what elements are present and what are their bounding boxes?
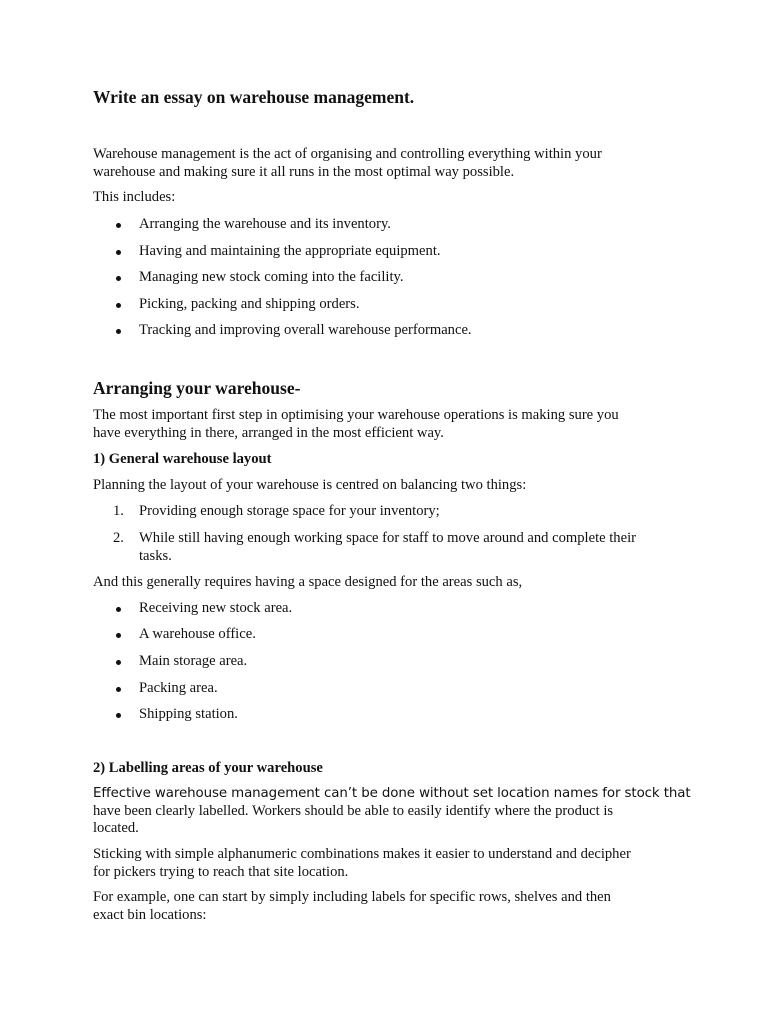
section-paragraph (93, 407, 683, 442)
list-item-text: Picking, packing and shipping orders. (139, 296, 360, 312)
numbered-item-text: Providing enough storage space for your inventory; (139, 503, 440, 519)
numbered-item-line: tasks. (139, 547, 172, 564)
paragraph-line: Sticking with simple alphanumeric combinations makes it easier to understand and decipher (93, 846, 631, 862)
paragraph-line: exact bin locations: (93, 906, 207, 923)
list-item-text: A warehouse office. (139, 626, 256, 642)
list-item-text: Having and maintaining the appropriate equipment. (139, 243, 441, 259)
intro-line: warehouse and making sure it all runs in the most optimal way possible. (93, 163, 515, 180)
intro-line: Warehouse management is the act of organising and controlling everything within your (93, 146, 602, 162)
section-heading: Arranging your warehouse- (93, 378, 301, 398)
numbered-item-text (139, 530, 636, 565)
example-paragraph (93, 889, 683, 924)
sub-heading: 2) Labelling areas of your warehouse (93, 760, 323, 776)
paragraph-line: have been clearly labelled. Workers should be able to easily identify where the product is (93, 802, 614, 819)
list-item-text: Shipping station. (139, 706, 238, 722)
sub-heading: 1) General warehouse layout (93, 451, 272, 467)
alphanumeric-paragraph (93, 846, 683, 881)
layout-intro: Planning the layout of your warehouse is centred on balancing two things: (93, 477, 527, 493)
areas-intro: And this generally requires having a space designed for the areas such as, (93, 574, 523, 590)
number-marker: 2. (113, 530, 124, 546)
list-item-text: Managing new stock coming into the facility. (139, 269, 404, 285)
numbered-item-line: While still having enough working space for staff to move around and complete their (139, 530, 636, 546)
number-marker: 1. (113, 503, 124, 519)
document-title: Write an essay on warehouse management. (93, 87, 415, 107)
list-item-text: Tracking and improving overall warehouse performance. (139, 322, 472, 338)
paragraph-line: located. (93, 820, 139, 836)
paragraph-line: for pickers trying to reach that site location. (93, 863, 349, 880)
list-item-text: Main storage area. (139, 653, 248, 669)
list-item-text: Arranging the warehouse and its inventory. (139, 216, 391, 232)
includes-label: This includes: (93, 189, 176, 205)
intro-paragraph (93, 146, 683, 181)
paragraph-line: have everything in there, arranged in the most efficient way. (93, 424, 444, 441)
paragraph-line: For example, one can start by simply including labels for specific rows, shelves and then (93, 889, 611, 905)
list-item-text: Receiving new stock area. (139, 600, 293, 616)
paragraph-line: Effective warehouse management can’t be done without set location names for stock that (93, 786, 691, 801)
paragraph-line: The most important first step in optimising your warehouse operations is making sure you (93, 407, 619, 423)
labelling-paragraph (93, 785, 691, 838)
list-item-text: Packing area. (139, 680, 218, 696)
